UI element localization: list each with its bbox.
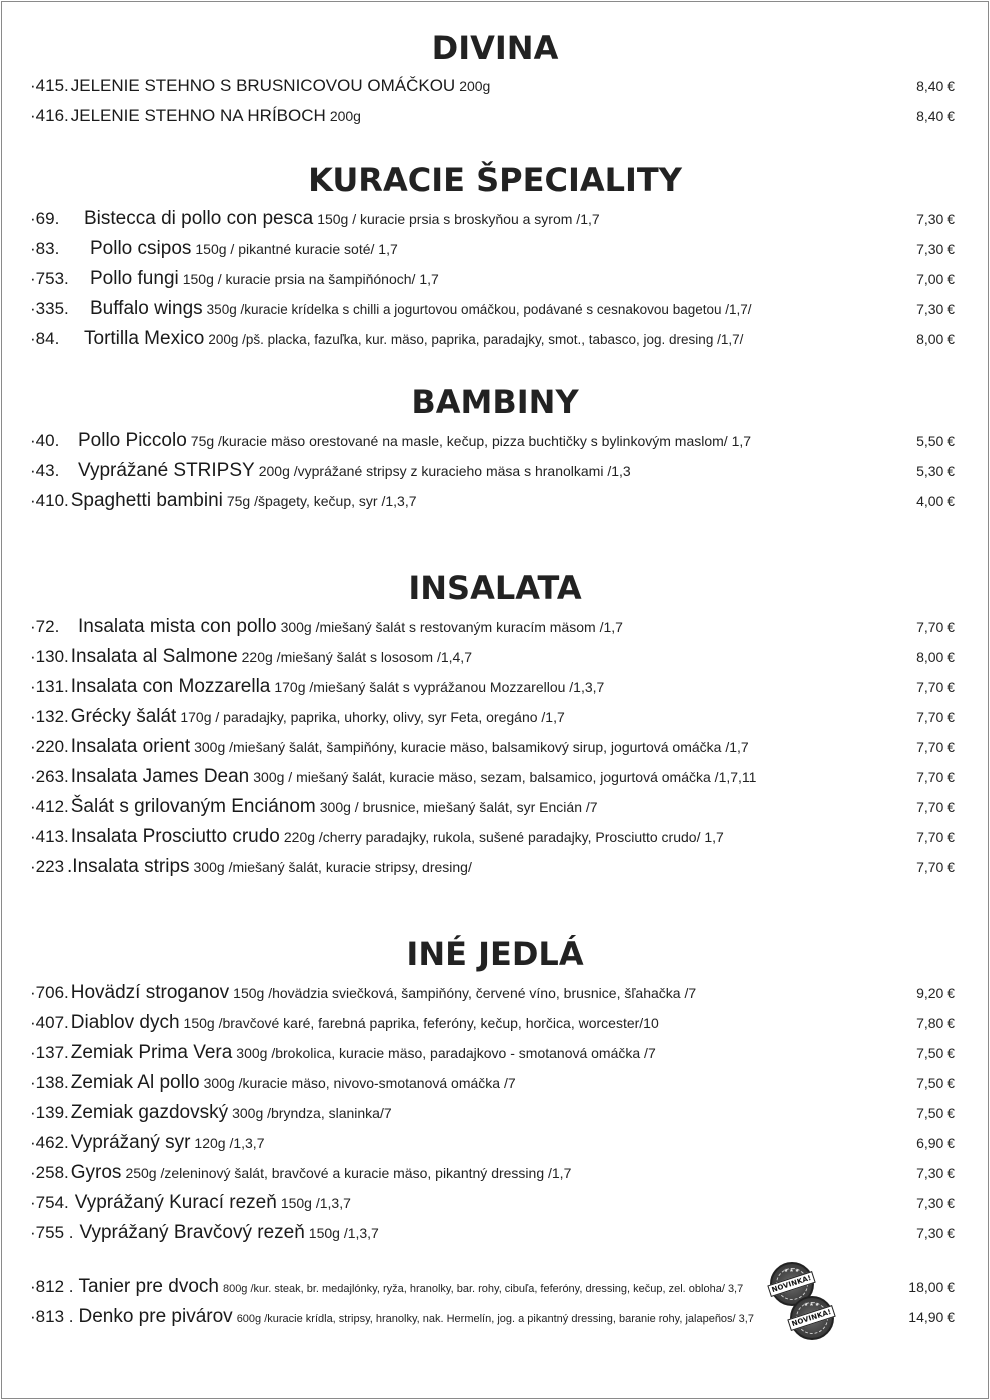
- item-name: Insalata orient: [70, 736, 191, 757]
- item-description: 200g: [329, 108, 361, 124]
- item-code: ·69.: [30, 209, 60, 228]
- menu-item: [30, 430, 955, 456]
- novinka-badge-icon: ★★★ NOVINKA!: [770, 1262, 814, 1306]
- item-name: Bistecca di pollo con pesca: [84, 208, 314, 229]
- item-name: Zemiak Al pollo: [70, 1072, 200, 1093]
- section-title-divina: DIVINA: [431, 29, 559, 67]
- menu-item: [30, 1222, 955, 1248]
- item-code: ·139.: [30, 1103, 69, 1122]
- item-code: ·131.: [30, 677, 69, 696]
- item-code: ·43.: [30, 461, 60, 480]
- item-description: 220g /cherry paradajky, rukola, sušené paradajky, Prosciutto crudo/ 1,7: [283, 829, 724, 845]
- menu-item: [30, 106, 955, 132]
- menu-item: [30, 856, 955, 882]
- item-price: 7,70 €: [916, 709, 955, 725]
- item-price: 7,30 €: [916, 1195, 955, 1211]
- item-price: 9,20 €: [916, 985, 955, 1001]
- item-name: Insalata James Dean: [70, 766, 250, 787]
- menu-item: [30, 736, 955, 762]
- item-price: 7,50 €: [916, 1045, 955, 1061]
- item-description: 800g /kur. steak, br. medajlónky, ryža, hranolky, bar. rohy, cibuľa, feferóny, dressing, kečup, zel. obloha/ 3,7: [222, 1283, 744, 1295]
- menu-item: [30, 796, 955, 822]
- item-name: Grécky šalát: [70, 706, 177, 727]
- menu-item: [30, 208, 955, 234]
- item-code: ·220.: [30, 737, 69, 756]
- item-name: Pollo csipos: [90, 238, 192, 259]
- item-price: 7,70 €: [916, 619, 955, 635]
- item-price: 7,70 €: [916, 829, 955, 845]
- menu-item: [30, 1042, 955, 1068]
- item-code: ·462.: [30, 1133, 69, 1152]
- item-name: .Insalata strips: [67, 856, 190, 877]
- item-code: ·335.: [30, 299, 69, 318]
- item-description: 150g /bravčové karé, farebná paprika, feferóny, kečup, horčica, worcester/10: [183, 1015, 659, 1031]
- item-code: ·263.: [30, 767, 69, 786]
- item-code: ·413.: [30, 827, 69, 846]
- menu-item: [30, 328, 955, 354]
- item-price: 7,00 €: [916, 271, 955, 287]
- item-name: Insalata mista con pollo: [78, 616, 277, 637]
- item-code: ·753.: [30, 269, 69, 288]
- item-code: ·40.: [30, 431, 60, 450]
- item-code: ·132.: [30, 707, 69, 726]
- novinka-badge-label: NOVINKA!: [768, 1271, 817, 1297]
- item-name: Insalata con Mozzarella: [70, 676, 271, 697]
- item-description: 75g /špagety, kečup, syr /1,3,7: [226, 493, 417, 509]
- item-code: ·130.: [30, 647, 69, 666]
- item-description: 120g /1,3,7: [194, 1135, 265, 1151]
- item-description: 150g /hovädzia sviečková, šampiňóny, červené víno, brusnice, šľahačka /7: [233, 985, 697, 1001]
- item-price: 14,90 €: [908, 1309, 955, 1325]
- item-code: ·813 .: [30, 1307, 74, 1326]
- item-code: ·755 .: [30, 1223, 74, 1242]
- item-price: 7,80 €: [916, 1015, 955, 1031]
- item-name: Tortilla Mexico: [84, 328, 205, 349]
- item-description: 300g /miešaný šalát s restovaným kuracím mäsom /1,7: [280, 619, 623, 635]
- item-name: Spaghetti bambini: [70, 490, 223, 511]
- novinka-badge-label: NOVINKA!: [788, 1305, 837, 1331]
- item-description: 75g /kuracie mäso orestované na masle, kečup, pizza buchtičky s bylinkovým maslom/ 1,7: [190, 433, 752, 449]
- item-price: 18,00 €: [908, 1279, 955, 1295]
- item-code: ·83.: [30, 239, 60, 258]
- menu-item: [30, 766, 955, 792]
- item-description: 300g /miešaný šalát, šampiňóny, kuracie mäso, balsamikový sirup, jogurtová omáčka /1,7: [194, 739, 749, 755]
- item-price: 7,70 €: [916, 739, 955, 755]
- menu-item: [30, 76, 955, 102]
- item-description: 600g /kuracie krídla, stripsy, hranolky, nak. Hermelín, jog. a pikantný dressing, baranie rohy, jalapeños/ 3,7: [236, 1313, 754, 1325]
- section-title-bambiny: BAMBINY: [411, 383, 579, 421]
- item-description: 150g / kuracie prsia s broskyňou a syrom /1,7: [317, 211, 600, 227]
- item-description: 150g / kuracie prsia na šampiňónoch/ 1,7: [182, 271, 439, 287]
- item-code: ·410.: [30, 491, 69, 510]
- item-code: ·407.: [30, 1013, 69, 1032]
- menu-item: [30, 1012, 955, 1038]
- item-name: Diablov dych: [70, 1012, 180, 1033]
- item-name: Buffalo wings: [90, 298, 203, 319]
- item-description: 300g / brusnice, miešaný šalát, syr Encián /7: [319, 799, 598, 815]
- item-description: 200g /vyprážané stripsy z kuracieho mäsa s hranolkami /1,3: [258, 463, 631, 479]
- item-description: 300g / miešaný šalát, kuracie mäso, sezam, balsamico, jogurtová omáčka /1,7,11: [253, 769, 757, 785]
- item-price: 5,50 €: [916, 433, 955, 449]
- item-description: 150g /1,3,7: [280, 1195, 351, 1211]
- item-price: 7,30 €: [916, 211, 955, 227]
- item-price: 7,70 €: [916, 859, 955, 875]
- item-name: Šalát s grilovaným Enciánom: [70, 796, 316, 817]
- menu-item: [30, 1102, 955, 1128]
- item-price: 7,70 €: [916, 799, 955, 815]
- item-description: 220g /miešaný šalát s lososom /1,4,7: [241, 649, 472, 665]
- item-description: 300g /brokolica, kuracie mäso, paradajkovo - smotanová omáčka /7: [236, 1045, 656, 1061]
- item-name: Pollo fungi: [90, 268, 179, 289]
- item-description: 150g /1,3,7: [308, 1225, 379, 1241]
- menu-item: [30, 982, 955, 1008]
- item-code: ·138.: [30, 1073, 69, 1092]
- item-name: Zemiak gazdovský: [70, 1102, 229, 1123]
- item-price: 7,50 €: [916, 1075, 955, 1091]
- item-description: 250g /zeleninový šalát, bravčové a kuracie mäso, pikantný dressing /1,7: [125, 1165, 572, 1181]
- novinka-badge-icon: ★★★ NOVINKA!: [790, 1296, 834, 1340]
- item-code: ·137.: [30, 1043, 69, 1062]
- item-description: 150g / pikantné kuracie soté/ 1,7: [195, 241, 398, 257]
- item-code: ·812 .: [30, 1277, 74, 1296]
- item-price: 8,40 €: [916, 78, 955, 94]
- item-name: Vyprážané STRIPSY: [78, 460, 255, 481]
- section-title-insalata: INSALATA: [408, 569, 582, 607]
- menu-item: [30, 298, 955, 324]
- item-name: Pollo Piccolo: [78, 430, 187, 451]
- menu-item: [30, 1192, 955, 1218]
- item-price: 7,50 €: [916, 1105, 955, 1121]
- menu-item: [30, 460, 955, 486]
- menu-item: [30, 1072, 955, 1098]
- item-price: 8,00 €: [916, 331, 955, 347]
- item-price: 7,70 €: [916, 679, 955, 695]
- menu-item: [30, 1132, 955, 1158]
- item-name: Denko pre pivárov: [78, 1306, 233, 1327]
- item-description: 300g /kuracie mäso, nivovo-smotanová omáčka /7: [203, 1075, 516, 1091]
- menu-item: [30, 826, 955, 852]
- item-description: 200g: [459, 78, 491, 94]
- item-price: 7,30 €: [916, 1225, 955, 1241]
- item-code: ·72.: [30, 617, 60, 636]
- item-name: Tanier pre dvoch: [78, 1276, 219, 1297]
- item-price: 7,70 €: [916, 769, 955, 785]
- item-description: 200g /pš. placka, fazuľka, kur. mäso, paprika, paradajky, smot., tabasco, jog. dresing /1,7/: [208, 332, 744, 347]
- menu-item: [30, 490, 955, 516]
- menu-item: [30, 646, 955, 672]
- item-code: ·84.: [30, 329, 60, 348]
- menu-item: [30, 268, 955, 294]
- item-name: Vyprážaný Bravčový rezeň: [79, 1222, 305, 1243]
- item-name: Vyprážaný Kurací rezeň: [74, 1192, 277, 1213]
- menu-item: [30, 238, 955, 264]
- item-price: 7,30 €: [916, 1165, 955, 1181]
- item-price: 8,00 €: [916, 649, 955, 665]
- item-description: 300g /bryndza, slaninka/7: [232, 1105, 392, 1121]
- item-name: Insalata Prosciutto crudo: [70, 826, 280, 847]
- item-code: ·706.: [30, 983, 69, 1002]
- item-description: 350g /kuracie krídelka s chilli a jogurtovou omáčkou, podávané s cesnakovou bagetou /1,7/: [206, 302, 752, 317]
- item-code: ·416.: [30, 106, 69, 125]
- item-code: ·258.: [30, 1163, 69, 1182]
- section-title-kuracie-speciality: KURACIE ŠPECIALITY: [308, 161, 682, 199]
- item-name: Vyprážaný syr: [70, 1132, 191, 1153]
- item-price: 7,30 €: [916, 241, 955, 257]
- item-description: 170g / paradajky, paprika, uhorky, olivy, syr Feta, oregáno /1,7: [180, 709, 565, 725]
- item-description: 170g /miešaný šalát s vyprážanou Mozzarellou /1,3,7: [274, 679, 605, 695]
- section-title-ine-jedla: INÉ JEDLÁ: [406, 935, 584, 973]
- item-name: JELENIE STEHNO S BRUSNICOVOU OMÁČKOU: [70, 76, 456, 95]
- item-price: 8,40 €: [916, 108, 955, 124]
- item-price: 4,00 €: [916, 493, 955, 509]
- item-code: ·415.: [30, 76, 69, 95]
- menu-item: [30, 706, 955, 732]
- item-code: ·754.: [30, 1193, 69, 1212]
- item-name: JELENIE STEHNO NA HRÍBOCH: [70, 106, 326, 125]
- menu-item: [30, 1162, 955, 1188]
- item-name: Insalata al Salmone: [70, 646, 238, 667]
- item-price: 7,30 €: [916, 301, 955, 317]
- item-description: 300g /miešaný šalát, kuracie stripsy, dresing/: [193, 859, 472, 875]
- item-name: Gyros: [70, 1162, 122, 1183]
- menu-item: [30, 616, 955, 642]
- item-name: Hovädzí stroganov: [70, 982, 230, 1003]
- item-name: Zemiak Prima Vera: [70, 1042, 233, 1063]
- item-code: ·223: [30, 857, 65, 876]
- item-price: 5,30 €: [916, 463, 955, 479]
- menu-item: [30, 676, 955, 702]
- item-code: ·412.: [30, 797, 69, 816]
- item-price: 6,90 €: [916, 1135, 955, 1151]
